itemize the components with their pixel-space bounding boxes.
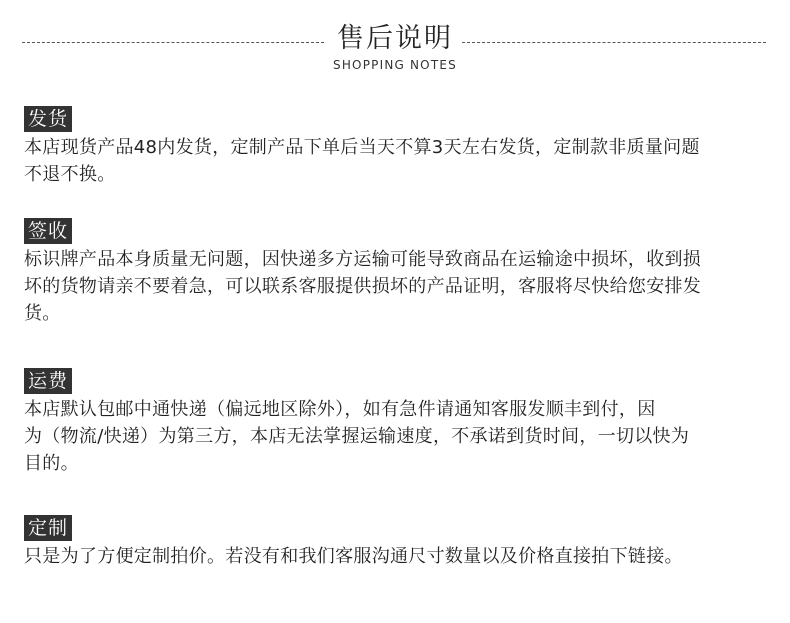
section-line: 本店现货产品48内发货，定制产品下单后当天不算3天左右发货，定制款非质量问题 xyxy=(24,137,700,158)
section-tag-shipping: 发货 xyxy=(24,106,72,132)
section-line: 不退不换。 xyxy=(24,164,116,185)
section-body-custom xyxy=(24,543,774,570)
section-tag-custom: 定制 xyxy=(24,515,72,541)
section-line: 货。 xyxy=(24,303,61,324)
section-receipt xyxy=(24,218,774,327)
page-title: 售后说明 xyxy=(337,23,453,54)
section-tag-receipt: 签收 xyxy=(24,218,72,244)
section-custom xyxy=(24,515,774,570)
section-line: 目的。 xyxy=(24,453,79,474)
page-header xyxy=(0,18,790,78)
section-freight xyxy=(24,368,774,477)
section-line: 只是为了方便定制拍价。若没有和我们客服沟通尺寸数量以及价格直接拍下链接。 xyxy=(24,546,683,567)
section-tag-freight: 运费 xyxy=(24,368,72,394)
section-body-receipt xyxy=(24,246,774,327)
section-body-freight xyxy=(24,396,774,477)
page-subtitle: SHOPPING NOTES xyxy=(333,58,457,72)
section-body-shipping xyxy=(24,134,774,188)
section-line: 标识牌产品本身质量无问题，因快递多方运输可能导致商品在运输途中损坏，收到损 xyxy=(24,249,702,270)
section-line: 本店默认包邮中通快递（偏远地区除外），如有急件请通知客服发顺丰到付，因 xyxy=(24,399,656,420)
section-line: 为（物流/快递）为第三方，本店无法掌握运输速度，不承诺到货时间，一切以快为 xyxy=(24,426,690,447)
section-shipping xyxy=(24,106,774,188)
section-line: 坏的货物请亲不要着急，可以联系客服提供损坏的产品证明，客服将尽快给您安排发 xyxy=(24,276,702,297)
